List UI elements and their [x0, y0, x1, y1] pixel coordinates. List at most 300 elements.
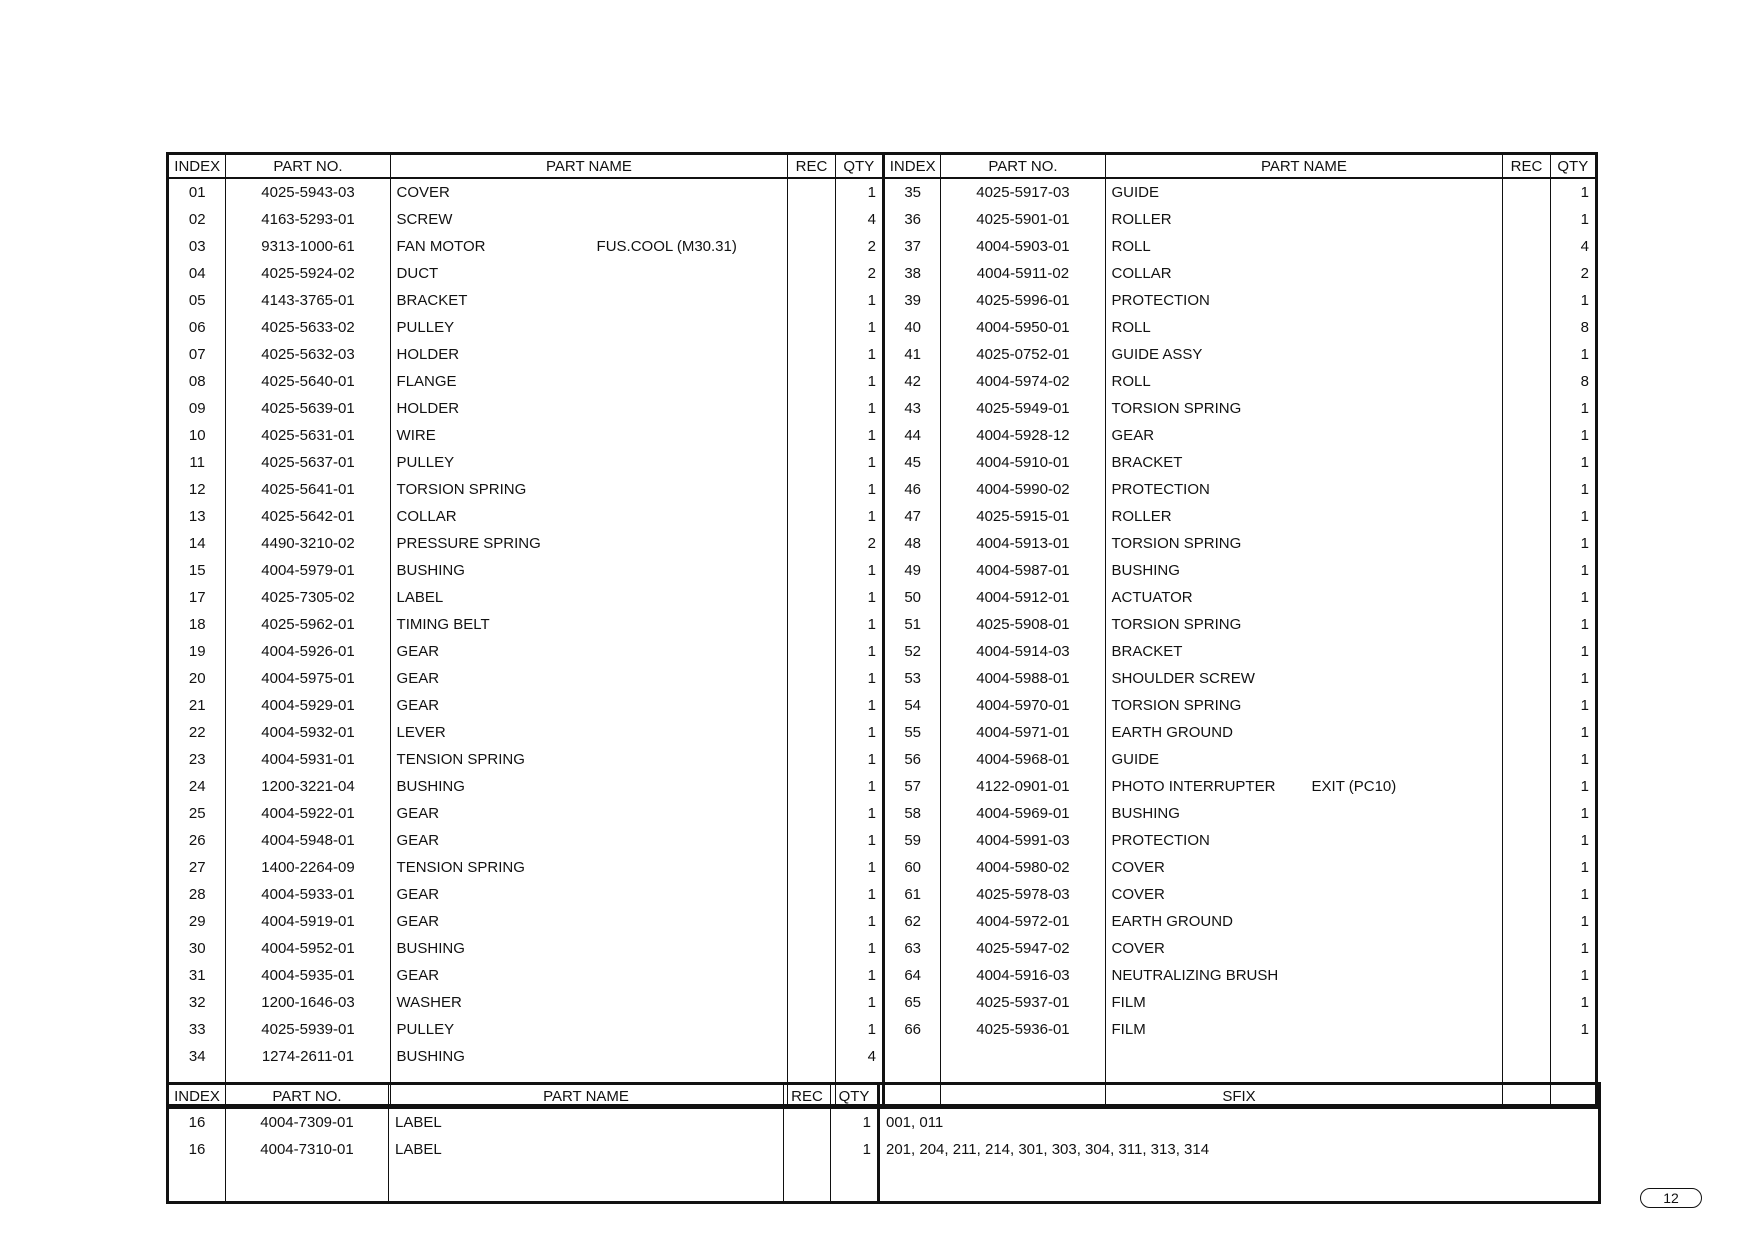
part-name: GUIDE — [1111, 184, 1160, 201]
rec-cell — [1503, 773, 1550, 800]
part-no-cell: 4004-5974-02 — [941, 368, 1105, 395]
index-cell: 36 — [883, 206, 940, 233]
index-cell: 09 — [168, 395, 226, 422]
part-no-cell: 4004-5980-02 — [941, 854, 1105, 881]
part-name: LEVER — [396, 724, 446, 741]
part-name: TORSION SPRING — [1111, 400, 1242, 417]
part-name-cell — [1105, 827, 1503, 854]
part-name: COVER — [1111, 886, 1165, 903]
rec-cell — [1503, 557, 1550, 584]
part-no-cell: 4004-5935-01 — [226, 962, 390, 989]
qty-cell: 1 — [1550, 692, 1596, 719]
part-name: FILM — [1111, 994, 1146, 1011]
rec-cell — [788, 530, 835, 557]
rec-cell — [1503, 503, 1550, 530]
part-name-cell — [1105, 584, 1503, 611]
index-cell: 30 — [168, 935, 226, 962]
part-name: FLANGE — [396, 373, 457, 390]
qty-cell: 1 — [1550, 962, 1596, 989]
table-row — [168, 395, 1597, 422]
empty-cell — [389, 1163, 784, 1203]
part-name: NEUTRALIZING BRUSH — [1111, 967, 1279, 984]
rec-cell — [788, 989, 835, 1016]
qty-cell: 1 — [835, 314, 883, 341]
part-name: TORSION SPRING — [1111, 697, 1242, 714]
part-name-header: PART NAME — [390, 154, 788, 179]
index-cell: 05 — [168, 287, 226, 314]
qty-cell: 1 — [835, 1016, 883, 1043]
rec-cell — [1503, 854, 1550, 881]
part-name-cell — [390, 935, 788, 962]
part-name: BUSHING — [1111, 562, 1180, 579]
rec-cell — [788, 1016, 835, 1043]
part-name-cell — [390, 962, 788, 989]
part-name-cell — [1105, 476, 1503, 503]
part-name: TORSION SPRING — [396, 481, 527, 498]
qty-cell: 1 — [1550, 206, 1596, 233]
part-no-cell: 4004-5926-01 — [226, 638, 390, 665]
qty-header: QTY — [835, 154, 883, 179]
part-name: COLLAR — [1111, 265, 1172, 282]
table-row — [168, 584, 1597, 611]
index-cell: 31 — [168, 962, 226, 989]
part-name-cell — [390, 287, 788, 314]
part-no-cell: 4143-3765-01 — [226, 287, 390, 314]
part-name-cell — [1105, 611, 1503, 638]
index-cell: 37 — [883, 233, 940, 260]
rec-cell — [788, 557, 835, 584]
part-no-cell: 4004-5948-01 — [226, 827, 390, 854]
part-no-cell: 4025-5949-01 — [941, 395, 1105, 422]
part-name: BUSHING — [396, 778, 465, 795]
index-cell: 16 — [168, 1108, 226, 1136]
part-name-cell — [390, 178, 788, 206]
part-name-cell — [390, 908, 788, 935]
qty-cell: 1 — [835, 827, 883, 854]
rec-cell — [788, 773, 835, 800]
part-no-cell: 4004-5969-01 — [941, 800, 1105, 827]
index-cell: 11 — [168, 449, 226, 476]
index-cell: 64 — [883, 962, 940, 989]
table-row — [168, 557, 1597, 584]
rec-cell — [788, 368, 835, 395]
part-name: TENSION SPRING — [396, 859, 525, 876]
part-name-cell — [1105, 1016, 1503, 1043]
qty-cell: 1 — [1550, 638, 1596, 665]
rec-cell — [1503, 395, 1550, 422]
index-cell: 58 — [883, 800, 940, 827]
part-no-cell: 4025-5637-01 — [226, 449, 390, 476]
rec-cell — [1503, 422, 1550, 449]
qty-cell: 1 — [1550, 935, 1596, 962]
index-cell: 15 — [168, 557, 226, 584]
rec-cell — [1503, 989, 1550, 1016]
part-name-cell — [1105, 449, 1503, 476]
qty-cell: 2 — [835, 260, 883, 287]
index-cell: 04 — [168, 260, 226, 287]
part-name: TENSION SPRING — [396, 751, 525, 768]
part-name-cell — [390, 719, 788, 746]
rec-cell — [788, 800, 835, 827]
part-name: GEAR — [396, 805, 440, 822]
part-name: PULLEY — [396, 319, 455, 336]
rec-cell — [1503, 611, 1550, 638]
part-no-cell: 4004-5911-02 — [941, 260, 1105, 287]
table-row — [168, 719, 1597, 746]
index-cell: 46 — [883, 476, 940, 503]
part-name-cell — [390, 881, 788, 908]
part-no-cell: 4004-5916-03 — [941, 962, 1105, 989]
index-cell: 61 — [883, 881, 940, 908]
part-name-cell — [1105, 178, 1503, 206]
index-header: INDEX — [168, 154, 226, 179]
qty-cell: 1 — [1550, 422, 1596, 449]
part-name-cell — [390, 557, 788, 584]
rec-cell — [788, 503, 835, 530]
rec-cell — [788, 935, 835, 962]
table-row — [168, 368, 1597, 395]
index-cell: 35 — [883, 178, 940, 206]
table-row — [168, 233, 1597, 260]
qty-cell: 4 — [835, 1043, 883, 1070]
part-no-cell: 4004-5929-01 — [226, 692, 390, 719]
part-name-cell — [1105, 233, 1503, 260]
part-no-cell: 4025-5943-03 — [226, 178, 390, 206]
rec-cell — [788, 908, 835, 935]
part-name: GEAR — [396, 670, 440, 687]
rec-cell — [1503, 476, 1550, 503]
part-name: BRACKET — [396, 292, 468, 309]
index-cell: 01 — [168, 178, 226, 206]
part-name-cell — [390, 530, 788, 557]
index-cell: 13 — [168, 503, 226, 530]
qty-cell: 1 — [835, 611, 883, 638]
rec-cell — [1503, 746, 1550, 773]
index-cell: 65 — [883, 989, 940, 1016]
rec-header: REC — [1503, 154, 1550, 179]
part-no-cell: 4004-5912-01 — [941, 584, 1105, 611]
index-cell: 03 — [168, 233, 226, 260]
part-no-cell: 9313-1000-61 — [226, 233, 390, 260]
part-name: EARTH GROUND — [1111, 724, 1233, 741]
qty-cell: 1 — [835, 773, 883, 800]
parts-table-header — [168, 154, 1597, 179]
table-row — [168, 692, 1597, 719]
qty-cell: 1 — [1550, 341, 1596, 368]
part-no-header: PART NO. — [226, 1084, 389, 1109]
part-name: ROLL — [1111, 238, 1151, 255]
qty-cell: 1 — [1550, 908, 1596, 935]
qty-cell: 1 — [1550, 665, 1596, 692]
spacer-row — [168, 1163, 1600, 1203]
part-name-cell — [1105, 287, 1503, 314]
part-name-cell — [1105, 557, 1503, 584]
part-name-cell — [1105, 206, 1503, 233]
index-cell: 42 — [883, 368, 940, 395]
qty-header: QTY — [1550, 154, 1596, 179]
qty-cell: 1 — [835, 719, 883, 746]
part-no-cell: 4004-7310-01 — [226, 1136, 389, 1163]
qty-cell: 1 — [835, 800, 883, 827]
rec-cell — [1503, 638, 1550, 665]
qty-cell: 1 — [835, 395, 883, 422]
index-cell: 34 — [168, 1043, 226, 1070]
rec-cell — [1503, 233, 1550, 260]
qty-cell: 1 — [1550, 746, 1596, 773]
rec-cell — [1503, 368, 1550, 395]
part-name-cell — [1105, 719, 1503, 746]
rec-cell — [788, 719, 835, 746]
rec-cell — [788, 881, 835, 908]
table-row — [168, 287, 1597, 314]
part-name-cell — [390, 746, 788, 773]
rec-cell — [1503, 962, 1550, 989]
part-no-cell: 4004-5988-01 — [941, 665, 1105, 692]
qty-cell: 1 — [835, 881, 883, 908]
rec-cell — [788, 422, 835, 449]
part-no-cell: 4025-5939-01 — [226, 1016, 390, 1043]
empty-cell — [1105, 1043, 1503, 1070]
index-cell: 44 — [883, 422, 940, 449]
part-no-cell: 4004-5919-01 — [226, 908, 390, 935]
qty-header: QTY — [831, 1084, 879, 1109]
part-name-cell — [390, 476, 788, 503]
index-cell: 45 — [883, 449, 940, 476]
part-name: PROTECTION — [1111, 832, 1210, 849]
part-no-cell: 4025-5915-01 — [941, 503, 1105, 530]
rec-cell — [784, 1136, 831, 1163]
part-name-cell — [1105, 773, 1503, 800]
index-cell: 54 — [883, 692, 940, 719]
qty-cell: 1 — [1550, 1016, 1596, 1043]
table-row — [168, 341, 1597, 368]
index-header: INDEX — [168, 1084, 226, 1109]
qty-cell: 1 — [835, 476, 883, 503]
table-row — [168, 449, 1597, 476]
part-no-cell: 4004-5975-01 — [226, 665, 390, 692]
empty-cell — [1503, 1043, 1550, 1070]
part-name: ROLLER — [1111, 211, 1172, 228]
part-no-cell: 1200-3221-04 — [226, 773, 390, 800]
part-no-header: PART NO. — [941, 154, 1105, 179]
parts-table-body — [168, 178, 1597, 1106]
index-cell: 43 — [883, 395, 940, 422]
part-no-cell: 4025-5996-01 — [941, 287, 1105, 314]
part-name-cell — [1105, 368, 1503, 395]
rec-cell — [1503, 287, 1550, 314]
part-name: ROLL — [1111, 373, 1151, 390]
part-name-cell — [390, 206, 788, 233]
qty-cell: 1 — [831, 1136, 879, 1163]
index-cell: 14 — [168, 530, 226, 557]
index-cell: 22 — [168, 719, 226, 746]
part-no-cell: 4004-5987-01 — [941, 557, 1105, 584]
index-cell: 51 — [883, 611, 940, 638]
index-cell: 16 — [168, 1136, 226, 1163]
qty-cell: 1 — [1550, 449, 1596, 476]
part-name: BUSHING — [396, 562, 465, 579]
qty-cell: 1 — [835, 503, 883, 530]
qty-cell: 2 — [1550, 260, 1596, 287]
part-name: PULLEY — [396, 454, 455, 471]
index-cell: 12 — [168, 476, 226, 503]
part-no-cell: 4025-5924-02 — [226, 260, 390, 287]
part-name-cell — [390, 611, 788, 638]
rec-cell — [1503, 449, 1550, 476]
index-cell: 63 — [883, 935, 940, 962]
rec-cell — [788, 287, 835, 314]
qty-cell: 2 — [835, 233, 883, 260]
index-cell: 20 — [168, 665, 226, 692]
qty-cell: 1 — [1550, 854, 1596, 881]
table-row — [168, 503, 1597, 530]
index-cell: 32 — [168, 989, 226, 1016]
qty-cell: 1 — [835, 287, 883, 314]
part-name-cell — [390, 773, 788, 800]
rec-cell — [1503, 584, 1550, 611]
part-no-cell: 4025-5947-02 — [941, 935, 1105, 962]
index-cell: 55 — [883, 719, 940, 746]
part-name: ACTUATOR — [1111, 589, 1193, 606]
part-name-header: PART NAME — [1105, 154, 1503, 179]
rec-cell — [1503, 1016, 1550, 1043]
rec-cell — [1503, 800, 1550, 827]
table-row — [168, 260, 1597, 287]
table-row — [168, 314, 1597, 341]
rec-cell — [788, 314, 835, 341]
page-number: 12 — [1640, 1188, 1702, 1208]
qty-cell: 1 — [835, 908, 883, 935]
part-name-cell — [1105, 989, 1503, 1016]
table-row — [168, 1136, 1600, 1163]
qty-cell: 1 — [835, 746, 883, 773]
part-no-cell: 4004-5922-01 — [226, 800, 390, 827]
part-name-cell — [390, 503, 788, 530]
rec-cell — [788, 395, 835, 422]
part-no-cell: 4004-5971-01 — [941, 719, 1105, 746]
part-name-cell — [1105, 395, 1503, 422]
part-no-cell: 4004-5932-01 — [226, 719, 390, 746]
index-cell: 52 — [883, 638, 940, 665]
part-name-cell — [1105, 665, 1503, 692]
part-name-cell — [390, 584, 788, 611]
part-name-cell — [1105, 692, 1503, 719]
part-no-cell: 4004-5931-01 — [226, 746, 390, 773]
part-name: TORSION SPRING — [1111, 616, 1242, 633]
table-row — [168, 773, 1597, 800]
index-cell: 53 — [883, 665, 940, 692]
qty-cell: 1 — [835, 989, 883, 1016]
part-no-cell: 4163-5293-01 — [226, 206, 390, 233]
table-row — [168, 530, 1597, 557]
part-name-cell — [1105, 935, 1503, 962]
part-name-cell — [390, 449, 788, 476]
index-cell: 33 — [168, 1016, 226, 1043]
part-name: COLLAR — [396, 508, 457, 525]
qty-cell: 1 — [1550, 476, 1596, 503]
qty-cell: 1 — [835, 368, 883, 395]
index-cell: 17 — [168, 584, 226, 611]
rec-header: REC — [788, 154, 835, 179]
rec-cell — [788, 827, 835, 854]
index-cell: 27 — [168, 854, 226, 881]
part-no-cell: 4004-5903-01 — [941, 233, 1105, 260]
index-cell: 25 — [168, 800, 226, 827]
qty-cell: 1 — [1550, 719, 1596, 746]
table-row — [168, 422, 1597, 449]
index-cell: 21 — [168, 692, 226, 719]
part-name-cell — [1105, 881, 1503, 908]
table-row — [168, 746, 1597, 773]
part-name: COVER — [1111, 940, 1165, 957]
part-no-cell: 4025-5917-03 — [941, 178, 1105, 206]
part-no-cell: 4025-5639-01 — [226, 395, 390, 422]
qty-cell: 1 — [1550, 800, 1596, 827]
table-row — [168, 1108, 1600, 1136]
part-name: GUIDE — [1111, 751, 1160, 768]
rec-cell — [788, 746, 835, 773]
part-no-cell: 4025-7305-02 — [226, 584, 390, 611]
part-no-cell: 4004-5914-03 — [941, 638, 1105, 665]
index-cell: 26 — [168, 827, 226, 854]
qty-cell: 1 — [835, 557, 883, 584]
part-name: WIRE — [396, 427, 436, 444]
qty-cell: 1 — [1550, 827, 1596, 854]
part-no-cell: 1274-2611-01 — [226, 1043, 390, 1070]
rec-cell — [788, 611, 835, 638]
rec-cell — [788, 962, 835, 989]
sfix-table-body — [168, 1108, 1600, 1203]
part-name: GEAR — [396, 697, 440, 714]
empty-cell — [941, 1043, 1105, 1070]
part-no-cell: 4025-0752-01 — [941, 341, 1105, 368]
parts-table — [166, 152, 1598, 1107]
empty-cell — [226, 1163, 389, 1203]
part-name-cell — [1105, 422, 1503, 449]
qty-cell: 1 — [1550, 557, 1596, 584]
qty-cell: 4 — [1550, 233, 1596, 260]
rec-cell — [788, 260, 835, 287]
part-name: BUSHING — [1111, 805, 1180, 822]
table-row — [168, 665, 1597, 692]
part-no-header: PART NO. — [226, 154, 390, 179]
part-name: ROLLER — [1111, 508, 1172, 525]
table-row — [168, 827, 1597, 854]
qty-cell: 1 — [835, 854, 883, 881]
part-name: BUSHING — [396, 1048, 465, 1065]
rec-cell — [784, 1108, 831, 1136]
table-row — [168, 881, 1597, 908]
part-name-cell — [390, 422, 788, 449]
index-cell: 29 — [168, 908, 226, 935]
rec-cell — [788, 341, 835, 368]
part-no-cell: 4004-5990-02 — [941, 476, 1105, 503]
part-no-cell: 4025-5908-01 — [941, 611, 1105, 638]
part-name: GEAR — [396, 967, 440, 984]
part-name: ROLL — [1111, 319, 1151, 336]
qty-cell: 2 — [835, 530, 883, 557]
part-name: GUIDE ASSY — [1111, 346, 1203, 363]
empty-cell — [879, 1163, 1600, 1203]
rec-cell — [788, 449, 835, 476]
table-row — [168, 1016, 1597, 1043]
rec-cell — [1503, 935, 1550, 962]
table-row — [168, 908, 1597, 935]
index-cell: 59 — [883, 827, 940, 854]
qty-cell: 1 — [1550, 584, 1596, 611]
part-name-cell — [390, 314, 788, 341]
part-no-cell: 4004-5913-01 — [941, 530, 1105, 557]
